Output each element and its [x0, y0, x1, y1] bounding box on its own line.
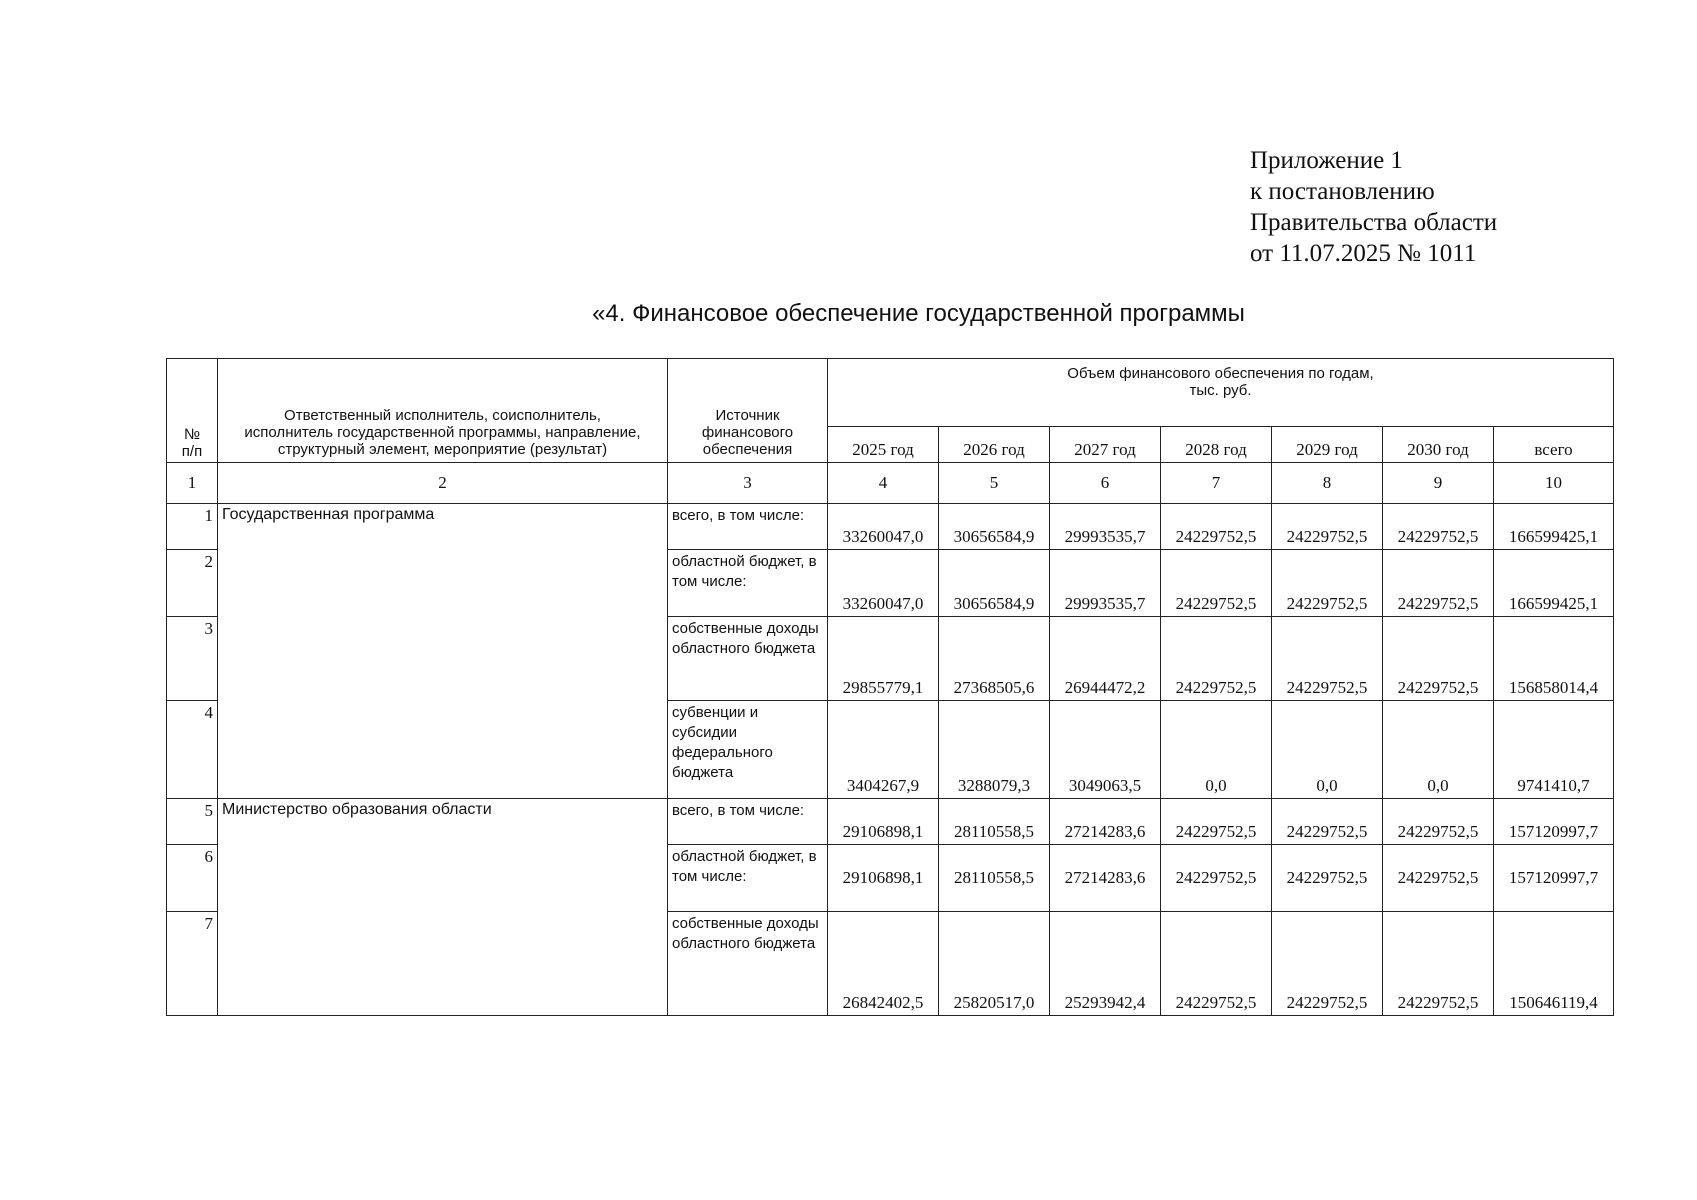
- value-cell: 29106898,1: [828, 799, 939, 845]
- value-cell: 24229752,5: [1161, 617, 1272, 701]
- row-index: 3: [167, 617, 218, 701]
- row-index: 5: [167, 799, 218, 845]
- value-cell: 9741410,7: [1494, 701, 1614, 799]
- column-number: 4: [828, 463, 939, 504]
- appendix-line: к постановлению: [1250, 178, 1435, 205]
- financing-table: [166, 358, 1614, 1016]
- row-index: 6: [167, 845, 218, 912]
- header-num-text: № п/п: [181, 426, 203, 460]
- value-cell: 24229752,5: [1383, 912, 1494, 1016]
- column-number: 3: [668, 463, 828, 504]
- value-cell: 24229752,5: [1383, 799, 1494, 845]
- value-cell: 28110558,5: [939, 799, 1050, 845]
- value-cell: 156858014,4: [1494, 617, 1614, 701]
- header-executor-text: Ответственный исполнитель, соисполнитель, исполнитель государственной программы, направление, структурный элемент, мероприятие (результат): [244, 407, 641, 458]
- appendix-line: Приложение 1: [1250, 147, 1403, 174]
- source-cell: собственные доходы областного бюджета: [668, 912, 828, 1016]
- source-cell: областной бюджет, в том числе:: [668, 550, 828, 617]
- value-cell: 24229752,5: [1161, 799, 1272, 845]
- appendix-line: от 11.07.2025 № 1011: [1250, 240, 1477, 267]
- column-number: 8: [1272, 463, 1383, 504]
- header-volume-text: Объем финансового обеспечения по годам, тыс. руб.: [1067, 365, 1374, 399]
- column-number: 5: [939, 463, 1050, 504]
- value-cell: 24229752,5: [1161, 845, 1272, 912]
- header-volume: [828, 359, 1614, 427]
- value-cell: 3404267,9: [828, 701, 939, 799]
- column-number: 6: [1050, 463, 1161, 504]
- value-cell: 166599425,1: [1494, 504, 1614, 550]
- value-cell: 27214283,6: [1050, 845, 1161, 912]
- value-cell: 29855779,1: [828, 617, 939, 701]
- row-index: 4: [167, 701, 218, 799]
- source-cell: всего, в том числе:: [668, 504, 828, 550]
- value-cell: 24229752,5: [1272, 845, 1383, 912]
- value-cell: 26842402,5: [828, 912, 939, 1016]
- value-cell: 24229752,5: [1161, 550, 1272, 617]
- value-cell: 3049063,5: [1050, 701, 1161, 799]
- value-cell: 24229752,5: [1383, 504, 1494, 550]
- source-cell: всего, в том числе:: [668, 799, 828, 845]
- column-number: 9: [1383, 463, 1494, 504]
- column-number: 7: [1161, 463, 1272, 504]
- value-cell: 30656584,9: [939, 550, 1050, 617]
- row-index: 2: [167, 550, 218, 617]
- source-cell: областной бюджет, в том числе:: [668, 845, 828, 912]
- value-cell: 25820517,0: [939, 912, 1050, 1016]
- column-number: 2: [218, 463, 668, 504]
- value-cell: 33260047,0: [828, 550, 939, 617]
- header-source: [668, 359, 828, 463]
- value-cell: 24229752,5: [1272, 504, 1383, 550]
- row-index: 7: [167, 912, 218, 1016]
- value-cell: 166599425,1: [1494, 550, 1614, 617]
- source-cell: субвенции и субсидии федерального бюджета: [668, 701, 828, 799]
- value-cell: 24229752,5: [1272, 550, 1383, 617]
- group-name: Государственная программа: [218, 504, 668, 799]
- header-executor: [218, 359, 668, 463]
- value-cell: 24229752,5: [1272, 799, 1383, 845]
- row-index: 1: [167, 504, 218, 550]
- value-cell: 24229752,5: [1383, 845, 1494, 912]
- value-cell: 26944472,2: [1050, 617, 1161, 701]
- header-year: 2027 год: [1050, 427, 1161, 463]
- header-year: 2029 год: [1272, 427, 1383, 463]
- header-year: 2028 год: [1161, 427, 1272, 463]
- value-cell: 29106898,1: [828, 845, 939, 912]
- value-cell: 29993535,7: [1050, 504, 1161, 550]
- header-year: 2030 год: [1383, 427, 1494, 463]
- value-cell: 28110558,5: [939, 845, 1050, 912]
- value-cell: 24229752,5: [1272, 912, 1383, 1016]
- value-cell: 30656584,9: [939, 504, 1050, 550]
- value-cell: 24229752,5: [1161, 912, 1272, 1016]
- value-cell: 3288079,3: [939, 701, 1050, 799]
- document-title: «4. Финансовое обеспечение государственной программы: [592, 300, 1245, 327]
- table-row: [167, 799, 1614, 845]
- column-number: 10: [1494, 463, 1614, 504]
- value-cell: 25293942,4: [1050, 912, 1161, 1016]
- value-cell: 27368505,6: [939, 617, 1050, 701]
- value-cell: 0,0: [1161, 701, 1272, 799]
- value-cell: 157120997,7: [1494, 845, 1614, 912]
- header-year-total: всего: [1494, 427, 1614, 463]
- column-number: 1: [167, 463, 218, 504]
- value-cell: 33260047,0: [828, 504, 939, 550]
- value-cell: 0,0: [1383, 701, 1494, 799]
- value-cell: 29993535,7: [1050, 550, 1161, 617]
- appendix-line: Правительства области: [1250, 209, 1498, 236]
- header-year: 2025 год: [828, 427, 939, 463]
- group-name: Министерство образования области: [218, 799, 668, 1016]
- value-cell: 24229752,5: [1383, 617, 1494, 701]
- header-year: 2026 год: [939, 427, 1050, 463]
- table-row: [167, 504, 1614, 550]
- value-cell: 24229752,5: [1272, 617, 1383, 701]
- value-cell: 157120997,7: [1494, 799, 1614, 845]
- appendix-block: [1250, 145, 1497, 269]
- source-cell: собственные доходы областного бюджета: [668, 617, 828, 701]
- value-cell: 0,0: [1272, 701, 1383, 799]
- value-cell: 27214283,6: [1050, 799, 1161, 845]
- header-source-text: Источник финансового обеспечения: [701, 407, 794, 458]
- value-cell: 24229752,5: [1383, 550, 1494, 617]
- header-num: [167, 359, 218, 463]
- value-cell: 150646119,4: [1494, 912, 1614, 1016]
- value-cell: 24229752,5: [1161, 504, 1272, 550]
